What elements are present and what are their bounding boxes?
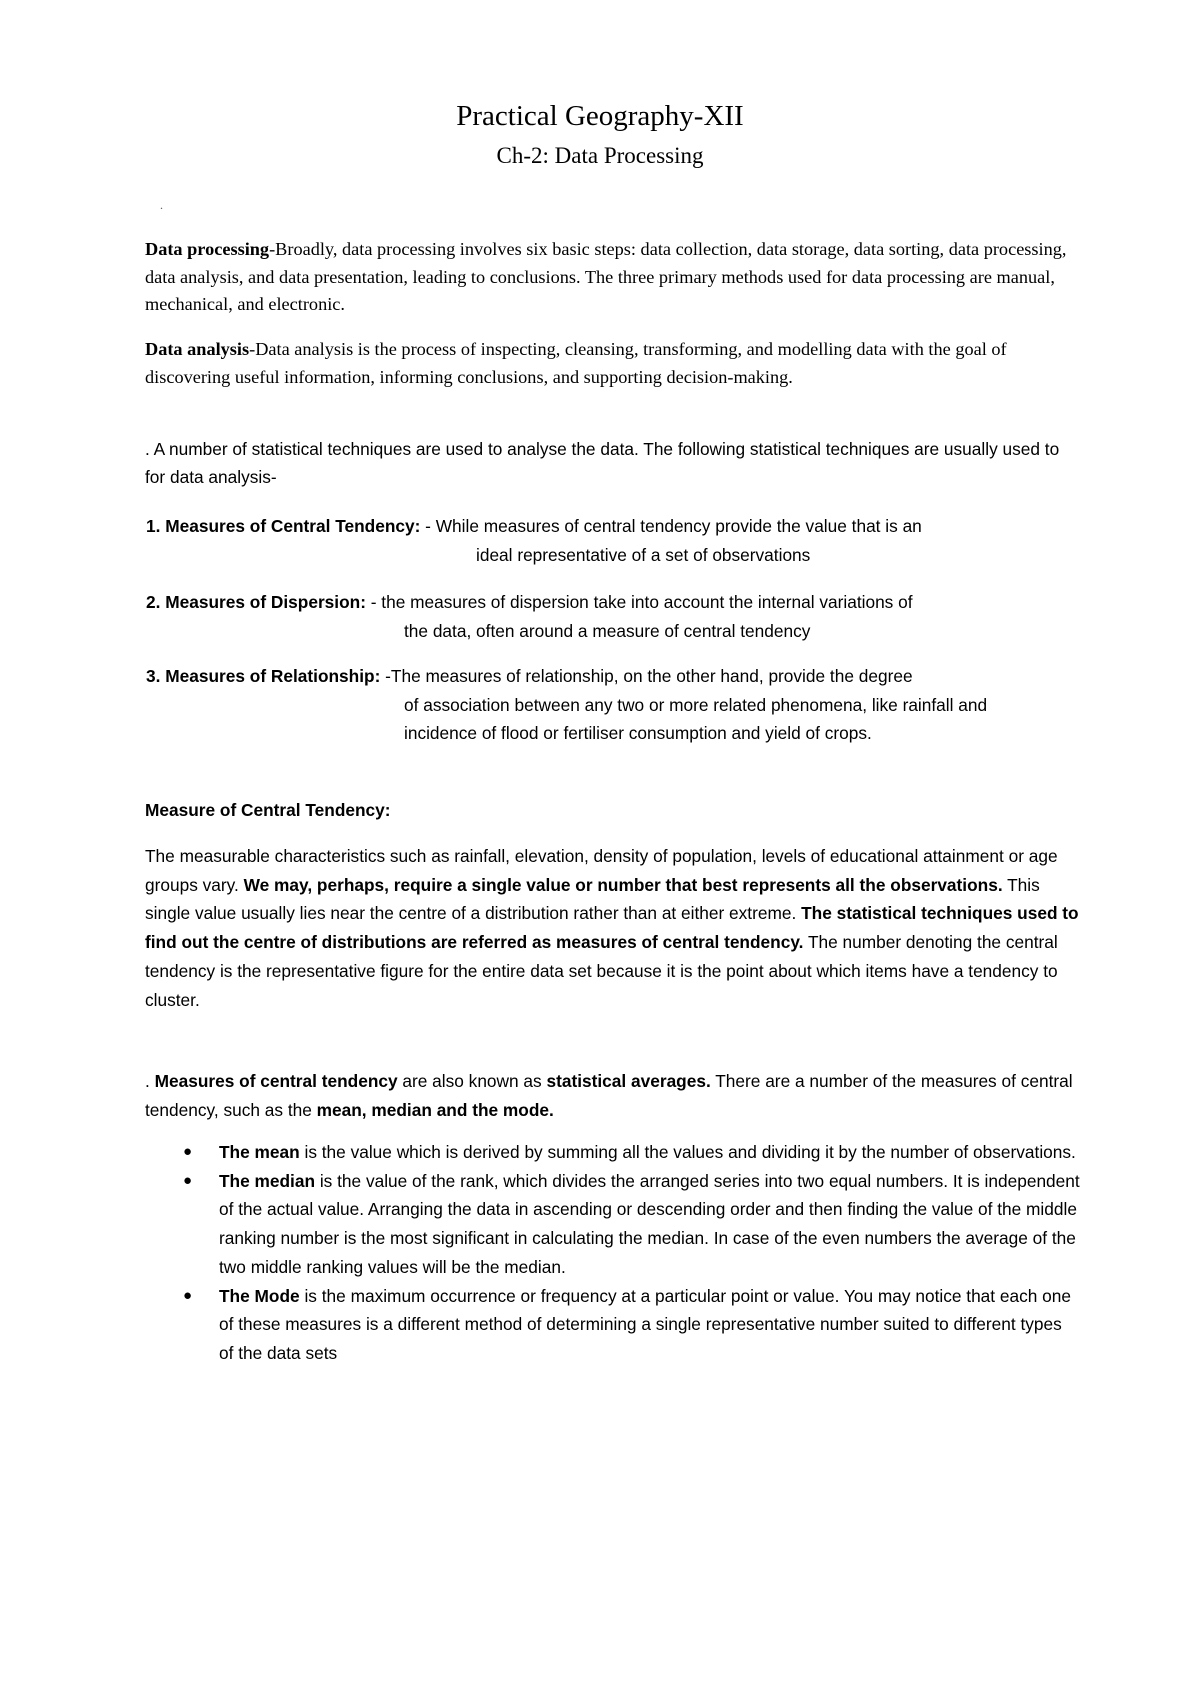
bold-run: statistical averages.	[546, 1071, 711, 1091]
bold-run: We may, perhaps, require a single value or number that best represents all the observations.	[243, 874, 1003, 895]
measure-item	[146, 512, 1076, 565]
stray-mark: .	[160, 198, 163, 212]
bullet-term: The mean	[219, 1142, 300, 1162]
measure-item	[146, 588, 1076, 641]
measure-continuation: the data, often around a measure of central tendency	[404, 620, 811, 641]
bullet-item-median	[145, 1167, 1080, 1282]
text-run: There are a number of the measures of central tendency, such as the	[145, 1071, 1073, 1120]
measure-name: Measures of Central Tendency:	[165, 516, 421, 536]
measure-continuation: of association between any two or more related phenomena, like rainfall and incidence of flood or fertiliser consumption and yield of crops.	[404, 694, 988, 743]
text-run: The measurable characteristics such as rainfall, elevation, density of population, levels of educational attainment or age groups vary.	[145, 846, 1058, 895]
bullet-icon: ●	[183, 1171, 193, 1189]
bullet-item-mode	[145, 1282, 1080, 1368]
data-processing-term: Data processing	[145, 239, 270, 259]
measure-number: 2.	[146, 592, 161, 612]
measure-name: Measures of Relationship:	[165, 666, 381, 686]
bullet-icon: ●	[183, 1143, 193, 1160]
measures-bullet-list	[145, 1138, 1080, 1368]
measure-item	[146, 662, 1076, 743]
data-processing-text: -Broadly, data processing involves six basic steps: data collection, data storage, data sorting, data processing, data analysis, and data presentation, leading to conclusions. The three primary methods used for data processing are manual, mechanical, and electronic.	[145, 239, 1067, 314]
bullet-text: is the maximum occurrence or frequency at a particular point or value. You may notice that each one of these measures is a different method of determining a single representative number suited to different types of the data sets	[219, 1285, 1072, 1363]
central-tendency-heading: Measure of Central Tendency:	[145, 800, 391, 820]
page-title: Practical Geography-XII	[456, 100, 744, 132]
measure-lead: - While measures of central tendency provide the value that is an	[420, 516, 922, 536]
data-analysis-term: Data analysis	[145, 339, 250, 359]
bullet-icon: ●	[183, 1286, 193, 1304]
central-tendency-paragraph	[145, 842, 1080, 1014]
data-analysis-text: -Data analysis is the process of inspecting, cleansing, transforming, and modelling data with the goal of discovering useful information, informing conclusions, and supporting decision-making.	[145, 339, 1007, 387]
measure-lead: -The measures of relationship, on the other hand, provide the degree	[380, 666, 913, 686]
measure-name: Measures of Dispersion:	[165, 592, 366, 612]
measure-number: 1.	[146, 516, 161, 536]
text-run: are also known as	[397, 1071, 547, 1091]
text-run: .	[145, 1071, 155, 1091]
bullet-item-mean	[145, 1138, 1080, 1167]
measure-lead: - the measures of dispersion take into account the internal variations of	[365, 592, 913, 612]
bullet-text: is the value which is derived by summing all the values and dividing it by the number of observations.	[299, 1142, 1076, 1162]
data-processing-paragraph	[145, 236, 1075, 319]
text-run: The number denoting the central tendency is the representative figure for the entire data set because it is the point about which items have a tendency to cluster.	[145, 932, 1058, 1010]
bold-run: mean, median and the mode.	[316, 1099, 554, 1120]
bullet-term: The median	[219, 1170, 316, 1191]
bullet-term: The Mode	[219, 1285, 300, 1306]
data-analysis-paragraph	[145, 336, 1075, 391]
techniques-intro: . A number of statistical techniques are used to analyse the data. The following statistical techniques are usually used to for data analysis-	[145, 439, 1060, 487]
page-subtitle: Ch-2: Data Processing	[496, 143, 704, 168]
bold-run: The statistical techniques used to find out the centre of distributions are referred as measures of central tendency.	[145, 903, 1079, 953]
bullet-text: is the value of the rank, which divides the arranged series into two equal numbers. It is independent of the actual value. Arranging the data in ascending or descending order and then finding the value of the middle ranking number is the most significant in calculating the median. In case of the even numbers the average of the two middle ranking values will be the median.	[219, 1170, 1080, 1277]
measure-continuation: ideal representative of a set of observations	[476, 544, 811, 565]
statistical-averages-paragraph	[145, 1067, 1080, 1124]
measure-number: 3.	[146, 666, 161, 686]
text-run: This single value usually lies near the centre of a distribution rather than at either extreme.	[145, 874, 1040, 924]
bold-run: Measures of central tendency	[154, 1071, 398, 1091]
